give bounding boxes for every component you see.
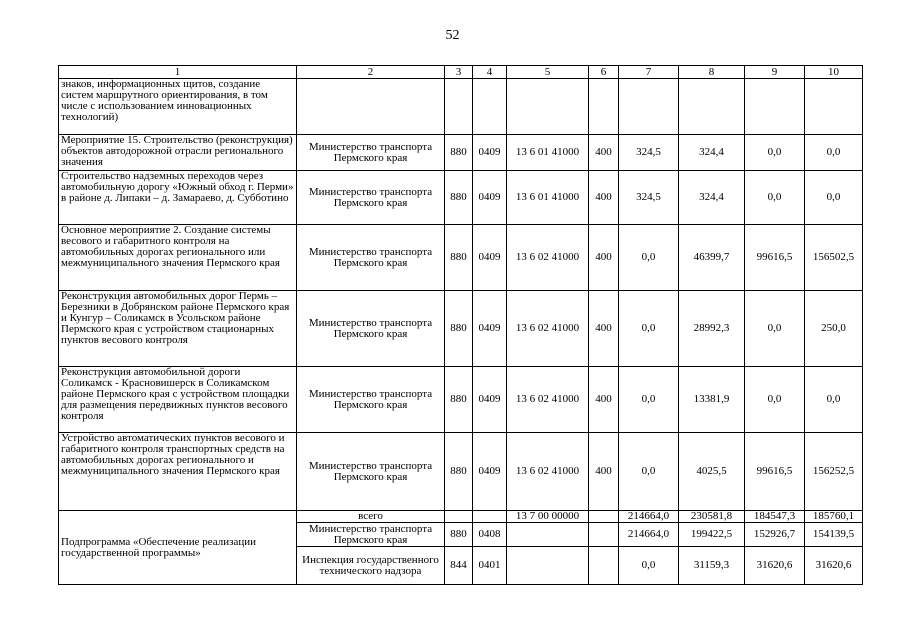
row-code-grbs: 880 [445, 135, 473, 171]
row-value-3: 99616,5 [745, 225, 805, 291]
row-ministry: Министерство транспорта Пермского края [297, 171, 445, 225]
row-value-1: 0,0 [619, 367, 679, 433]
row-code-grbs: 880 [445, 367, 473, 433]
header-col-8: 8 [679, 66, 745, 79]
row-code-type: 400 [589, 367, 619, 433]
header-row [59, 66, 863, 79]
row-description: Устройство автоматических пунктов весового и габаритного контроля транспортных средств на автомобильных дорогах регионального и межмуниципального значения Пермского края [59, 433, 297, 511]
header-col-5: 5 [507, 66, 589, 79]
header-col-10: 10 [805, 66, 863, 79]
row-value-1: 0,0 [619, 547, 679, 585]
row-code-section: 0409 [473, 433, 507, 511]
row-value-4: 156252,5 [805, 433, 863, 511]
row-code-type [589, 511, 619, 523]
row-description: Реконструкция автомобильных дорог Пермь – Березники в Добрянском районе Пермского края и Кунгур – Соликамск в Усольском районе Пермского края с устройством стационарных пунктов весового контроля [59, 291, 297, 367]
row-value-2: 199422,5 [679, 523, 745, 547]
header-col-1: 1 [59, 66, 297, 79]
table-row [59, 291, 863, 367]
row-code-section: 0409 [473, 135, 507, 171]
row-value-3 [745, 79, 805, 135]
row-value-1: 324,5 [619, 171, 679, 225]
row-description: Основное мероприятие 2. Создание системы весового и габаритного контроля на автомобильных дорогах регионального или межмуниципального значения Пермского края [59, 225, 297, 291]
row-code-target [507, 547, 589, 585]
row-code-type: 400 [589, 433, 619, 511]
row-ministry: Министерство транспорта Пермского края [297, 367, 445, 433]
row-value-3: 0,0 [745, 367, 805, 433]
row-description: знаков, информационных щитов, создание систем маршрутного ориентирования, в том числе с использованием инновационных технологий) [59, 79, 297, 135]
row-value-2: 13381,9 [679, 367, 745, 433]
table-row [59, 79, 863, 135]
row-code-section: 0409 [473, 225, 507, 291]
row-value-4: 154139,5 [805, 523, 863, 547]
row-code-type [589, 547, 619, 585]
header-col-9: 9 [745, 66, 805, 79]
header-col-6: 6 [589, 66, 619, 79]
row-code-grbs: 880 [445, 433, 473, 511]
row-value-4: 156502,5 [805, 225, 863, 291]
header-col-4: 4 [473, 66, 507, 79]
row-code-target: 13 7 00 00000 [507, 511, 589, 523]
row-code-grbs [445, 511, 473, 523]
row-ministry: Министерство транспорта Пермского края [297, 135, 445, 171]
header-col-7: 7 [619, 66, 679, 79]
row-value-2: 4025,5 [679, 433, 745, 511]
row-ministry: Министерство транспорта Пермского края [297, 225, 445, 291]
row-ministry: Министерство транспорта Пермского края [297, 433, 445, 511]
row-value-3: 0,0 [745, 135, 805, 171]
row-value-1: 214664,0 [619, 523, 679, 547]
row-code-grbs: 880 [445, 225, 473, 291]
row-value-1: 214664,0 [619, 511, 679, 523]
row-code-grbs [445, 79, 473, 135]
row-value-1: 0,0 [619, 433, 679, 511]
row-code-grbs: 844 [445, 547, 473, 585]
row-value-2: 324,4 [679, 171, 745, 225]
row-value-2: 28992,3 [679, 291, 745, 367]
row-value-4: 185760,1 [805, 511, 863, 523]
budget-table [58, 65, 863, 585]
row-ministry: Министерство транспорта Пермского края [297, 523, 445, 547]
row-code-section [473, 79, 507, 135]
row-code-type [589, 79, 619, 135]
row-value-2: 230581,8 [679, 511, 745, 523]
row-value-1: 0,0 [619, 225, 679, 291]
row-code-type [589, 523, 619, 547]
row-value-1 [619, 79, 679, 135]
row-value-4: 250,0 [805, 291, 863, 367]
row-value-3: 31620,6 [745, 547, 805, 585]
row-description: Мероприятие 15. Строительство (реконструкция) объектов автодорожной отрасли регионального значения [59, 135, 297, 171]
row-code-grbs: 880 [445, 523, 473, 547]
table-row [59, 135, 863, 171]
row-code-target: 13 6 02 41000 [507, 291, 589, 367]
subprogram-row-total [59, 511, 863, 523]
row-code-section: 0408 [473, 523, 507, 547]
row-code-target: 13 6 02 41000 [507, 433, 589, 511]
row-code-type: 400 [589, 171, 619, 225]
row-code-grbs: 880 [445, 291, 473, 367]
page-number: 52 [445, 28, 460, 43]
row-value-4 [805, 79, 863, 135]
row-code-target: 13 6 02 41000 [507, 225, 589, 291]
row-code-grbs: 880 [445, 171, 473, 225]
header-col-2: 2 [297, 66, 445, 79]
row-description: Реконструкция автомобильной дороги Соликамск - Красновишерск в Соликамском районе Пермского края с устройством площадки для размещения передвижных пунктов весового контроля [59, 367, 297, 433]
row-code-section: 0401 [473, 547, 507, 585]
subprogram-total-label: всего [297, 511, 445, 523]
table-row [59, 433, 863, 511]
row-code-target: 13 6 02 41000 [507, 367, 589, 433]
header-col-3: 3 [445, 66, 473, 79]
table-row [59, 171, 863, 225]
row-value-3: 99616,5 [745, 433, 805, 511]
row-value-3: 0,0 [745, 291, 805, 367]
row-ministry: Инспекция государственного технического надзора [297, 547, 445, 585]
row-value-3: 0,0 [745, 171, 805, 225]
row-value-1: 324,5 [619, 135, 679, 171]
row-code-target [507, 79, 589, 135]
row-value-3: 152926,7 [745, 523, 805, 547]
row-code-type: 400 [589, 135, 619, 171]
row-value-4: 0,0 [805, 135, 863, 171]
row-value-2: 324,4 [679, 135, 745, 171]
row-value-4: 0,0 [805, 367, 863, 433]
row-ministry: Министерство транспорта Пермского края [297, 291, 445, 367]
row-code-section [473, 511, 507, 523]
row-value-2: 31159,3 [679, 547, 745, 585]
row-value-2: 46399,7 [679, 225, 745, 291]
subprogram-description: Подпрограмма «Обеспечение реализации государственной программы» [59, 511, 297, 585]
row-value-1: 0,0 [619, 291, 679, 367]
row-value-4: 0,0 [805, 171, 863, 225]
row-code-type: 400 [589, 291, 619, 367]
row-code-target [507, 523, 589, 547]
row-ministry [297, 79, 445, 135]
row-code-target: 13 6 01 41000 [507, 135, 589, 171]
row-value-3: 184547,3 [745, 511, 805, 523]
row-value-2 [679, 79, 745, 135]
row-code-target: 13 6 01 41000 [507, 171, 589, 225]
row-code-section: 0409 [473, 367, 507, 433]
row-code-type: 400 [589, 225, 619, 291]
table-row [59, 367, 863, 433]
row-code-section: 0409 [473, 171, 507, 225]
row-description: Строительство надземных переходов через автомобильную дорогу «Южный обход г. Перми» в районе д. Липаки – д. Замараево, д. Субботино [59, 171, 297, 225]
table-row [59, 225, 863, 291]
row-code-section: 0409 [473, 291, 507, 367]
row-value-4: 31620,6 [805, 547, 863, 585]
